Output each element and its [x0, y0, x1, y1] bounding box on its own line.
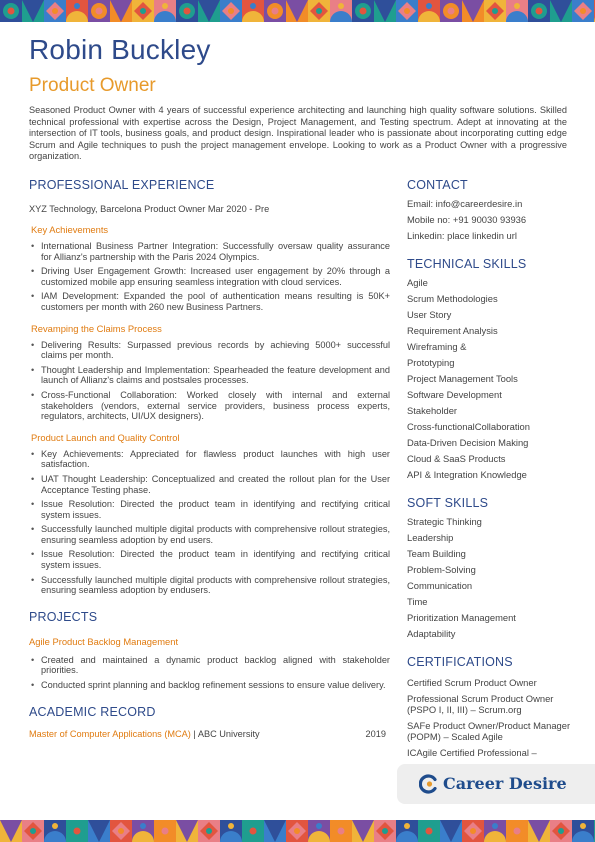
list-item: API & Integration Knowledge [407, 469, 527, 480]
job-line: XYZ Technology, Barcelona Product Owner Mar 2020 - Pre [29, 204, 270, 214]
experience-group-list [29, 340, 390, 422]
list-item: Strategic Thinking [407, 516, 482, 527]
logo-box [397, 764, 595, 804]
list-item: Project Management Tools [407, 373, 518, 384]
list-item: Stakeholder [407, 405, 458, 416]
list-item: • Conducted sprint planning and backlog refinement sessions to ensure value delivery. [29, 680, 390, 691]
graduation-year: 2019 [365, 728, 386, 739]
list-item: ICAgile Certified Professional – [407, 747, 537, 758]
experience-group-title: Key Achievements [31, 224, 109, 235]
contact-email: Email: info@careerdesire.in [407, 198, 523, 209]
list-item: Cloud & SaaS Products [407, 453, 506, 464]
list-item: • Driving User Engagement Growth: Increased user engagement by 20% through a customized mobile app ensuring seamless integration with cloud services. [29, 266, 390, 287]
career-desire-logo-icon [419, 774, 439, 794]
projects-heading: PROJECTS [29, 609, 98, 624]
certifications-heading: CERTIFICATIONS [407, 655, 513, 669]
list-item: • Key Achievements: Appreciated for flawless product launches with high user satisfaction. [29, 449, 390, 470]
project-title: Agile Product Backlog Management [29, 635, 179, 647]
list-item: • Successfully launched multiple digital products with comprehensive rollout strategies, ensuring seamless adoption by endusers. [29, 575, 390, 596]
contact-heading: CONTACT [407, 178, 468, 192]
list-item: Cross-functionalCollaboration [407, 421, 530, 432]
list-item: Prioritization Management [407, 612, 516, 623]
certifications-list [407, 677, 577, 758]
experience-group-title: Product Launch and Quality Control [31, 431, 180, 443]
list-item: SAFe Product Owner/Product Manager (POPM) – Scaled Agile [407, 720, 571, 742]
experience-heading: PROFESSIONAL EXPERIENCE [29, 178, 215, 192]
list-item: Team Building [407, 548, 466, 559]
academic-entry [29, 729, 390, 741]
soft-skills-heading: SOFT SKILLS [407, 496, 489, 510]
list-item: Scrum Methodologies [407, 293, 498, 304]
list-item: • Cross-Functional Collaboration: Worked closely with internal and external stakeholders (vendors, external service providers, business process experts, regulators, architects, UI/UX designers). [29, 390, 390, 422]
list-item: • UAT Thought Leadership: Conceptualized and created the rollout plan for the User Acceptance Testing phase. [29, 474, 390, 495]
contact-linkedin: Linkedin: place linkedin url [407, 230, 517, 241]
list-item: • Successfully launched multiple digital products with comprehensive rollout strategies, ensuring seamless adoption by end users. [29, 524, 390, 545]
project-list [29, 655, 390, 691]
list-item: User Story [407, 309, 452, 320]
list-item: • Issue Resolution: Directed the product team in identifying and rectifying critical system issues. [29, 499, 390, 520]
list-item: Software Development [407, 389, 502, 400]
academic-heading: ACADEMIC RECORD [29, 704, 156, 719]
university: ABC University [197, 728, 260, 739]
list-item: Agile [407, 277, 428, 288]
list-item: • Thought Leadership and Implementation: Spearheaded the feature development and launch of Allianz's claims and postsales processes. [29, 365, 390, 386]
technical-skills-list [407, 275, 577, 483]
list-item: Problem-Solving [407, 564, 476, 575]
candidate-role: Product Owner [29, 75, 156, 96]
list-item: Data-Driven Decision Making [407, 437, 529, 448]
list-item: Leadership [407, 532, 454, 543]
bottom-decorative-banner [0, 820, 595, 842]
experience-group-title: Revamping the Claims Process [31, 322, 162, 334]
list-item: Time [407, 596, 428, 607]
list-item: • International Business Partner Integration: Successfully oversaw quality assurance for Allianz's partnership with the Paris 2024 Olympics. [29, 241, 390, 262]
list-item: • Created and maintained a dynamic product backlog aligned with stakeholder priorities. [29, 655, 390, 676]
summary-paragraph: Seasoned Product Owner with 4 years of successful experience architecting and launching high quality software solutions. Skilled technical professional with expertise across the Design, Project Management, and Testing spectrum. Adept at innovating at the intersection of IT tools, business goals, and product design. Inspirational leader who is passionate about incorporating cutting edge Scrum and Agile techniques to push the project management envelope. Looking to work as a Product Owner with a progressive organization. [29, 105, 567, 162]
contact-mobile: Mobile no: +91 90030 93936 [407, 214, 527, 225]
degree: Master of Computer Applications (MCA) [29, 728, 191, 739]
top-decorative-banner [0, 0, 595, 22]
list-item: Adaptability [407, 628, 456, 639]
list-item: • Delivering Results: Surpassed previous records by achieving 5000+ successful claims per month. [29, 340, 390, 361]
candidate-name: Robin Buckley [29, 34, 211, 65]
list-item: Wireframing & [407, 341, 467, 352]
technical-skills-heading: TECHNICAL SKILLS [407, 257, 527, 271]
logo-text: Career Desire [443, 774, 567, 793]
right-column [407, 178, 577, 763]
list-item: Prototyping [407, 357, 455, 368]
list-item: Professional Scrum Product Owner (PSPO I, II, III) – Scrum.org [407, 693, 554, 715]
experience-group-list [29, 449, 390, 596]
separator: | [190, 728, 198, 739]
left-column [29, 178, 390, 741]
list-item: • Issue Resolution: Directed the product team in identifying and rectifying critical system issues. [29, 549, 390, 570]
experience-group-list [29, 241, 390, 313]
list-item: • IAM Development: Expanded the pool of authentication means resulting is 50K+ customers per month with 260 new Business Partners. [29, 291, 390, 312]
list-item: Communication [407, 580, 473, 591]
list-item: Certified Scrum Product Owner [407, 677, 537, 688]
soft-skills-list [407, 514, 577, 642]
list-item: Requirement Analysis [407, 325, 498, 336]
